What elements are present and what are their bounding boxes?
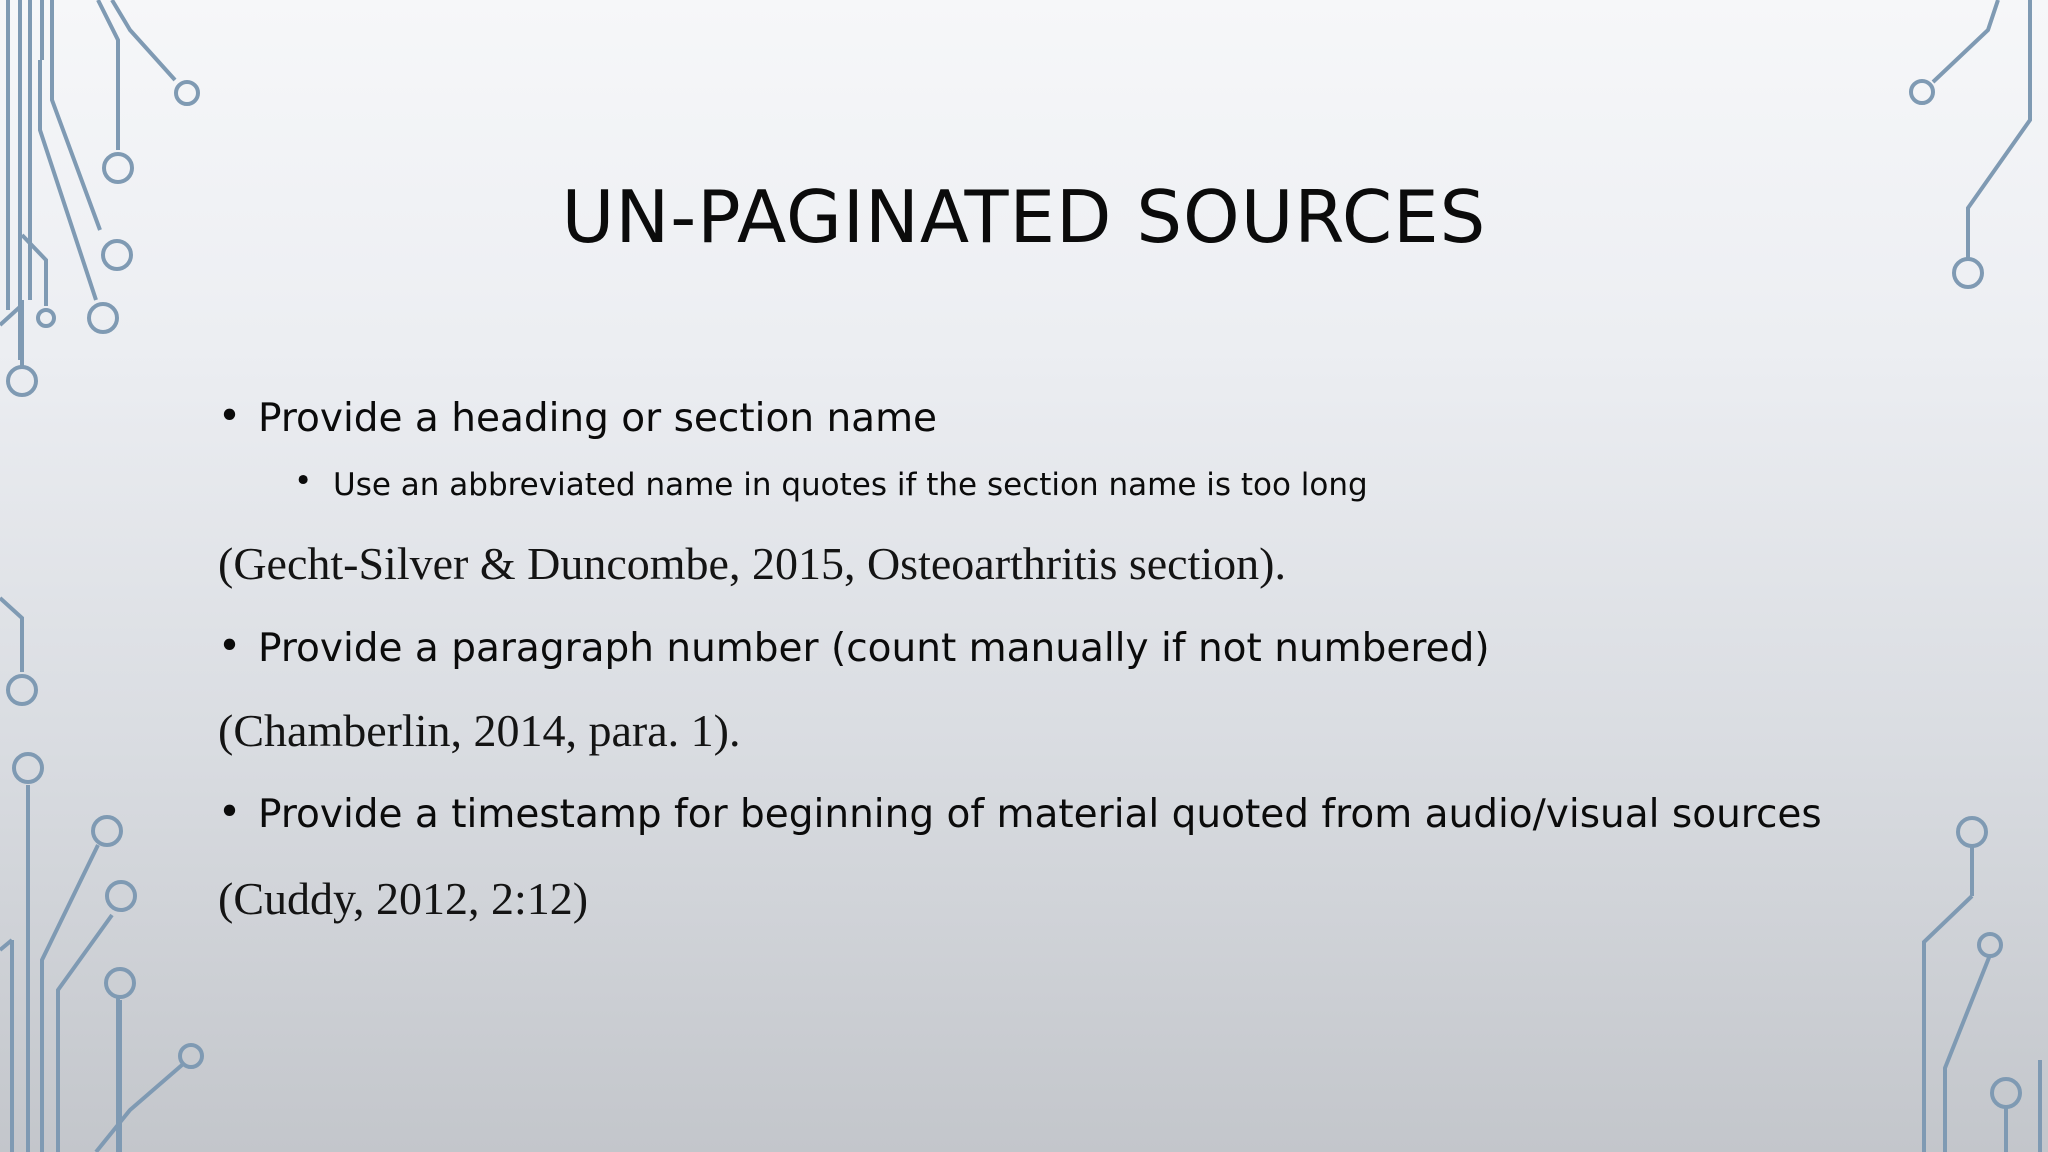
bullet-dot: • <box>218 790 242 835</box>
citation-example: (Cuddy, 2012, 2:12) <box>218 873 589 924</box>
bullet-text: Provide a paragraph number (count manually if not numbered) <box>258 626 1490 671</box>
bullet-text: Provide a timestamp for beginning of material quoted from audio/visual sources <box>258 792 1822 837</box>
bullet-dot: • <box>294 463 313 499</box>
citation-example: (Gecht-Silver & Duncombe, 2015, Osteoarthritis section). <box>218 538 1286 589</box>
slide-title: UN-PAGINATED SOURCES <box>561 175 1487 259</box>
bullet-text: Use an abbreviated name in quotes if the section name is too long <box>333 467 1368 503</box>
bullet-dot: • <box>218 624 242 669</box>
bullet-text: Provide a heading or section name <box>258 396 938 441</box>
citation-example: (Chamberlin, 2014, para. 1). <box>218 705 741 756</box>
bullet-dot: • <box>218 394 242 439</box>
